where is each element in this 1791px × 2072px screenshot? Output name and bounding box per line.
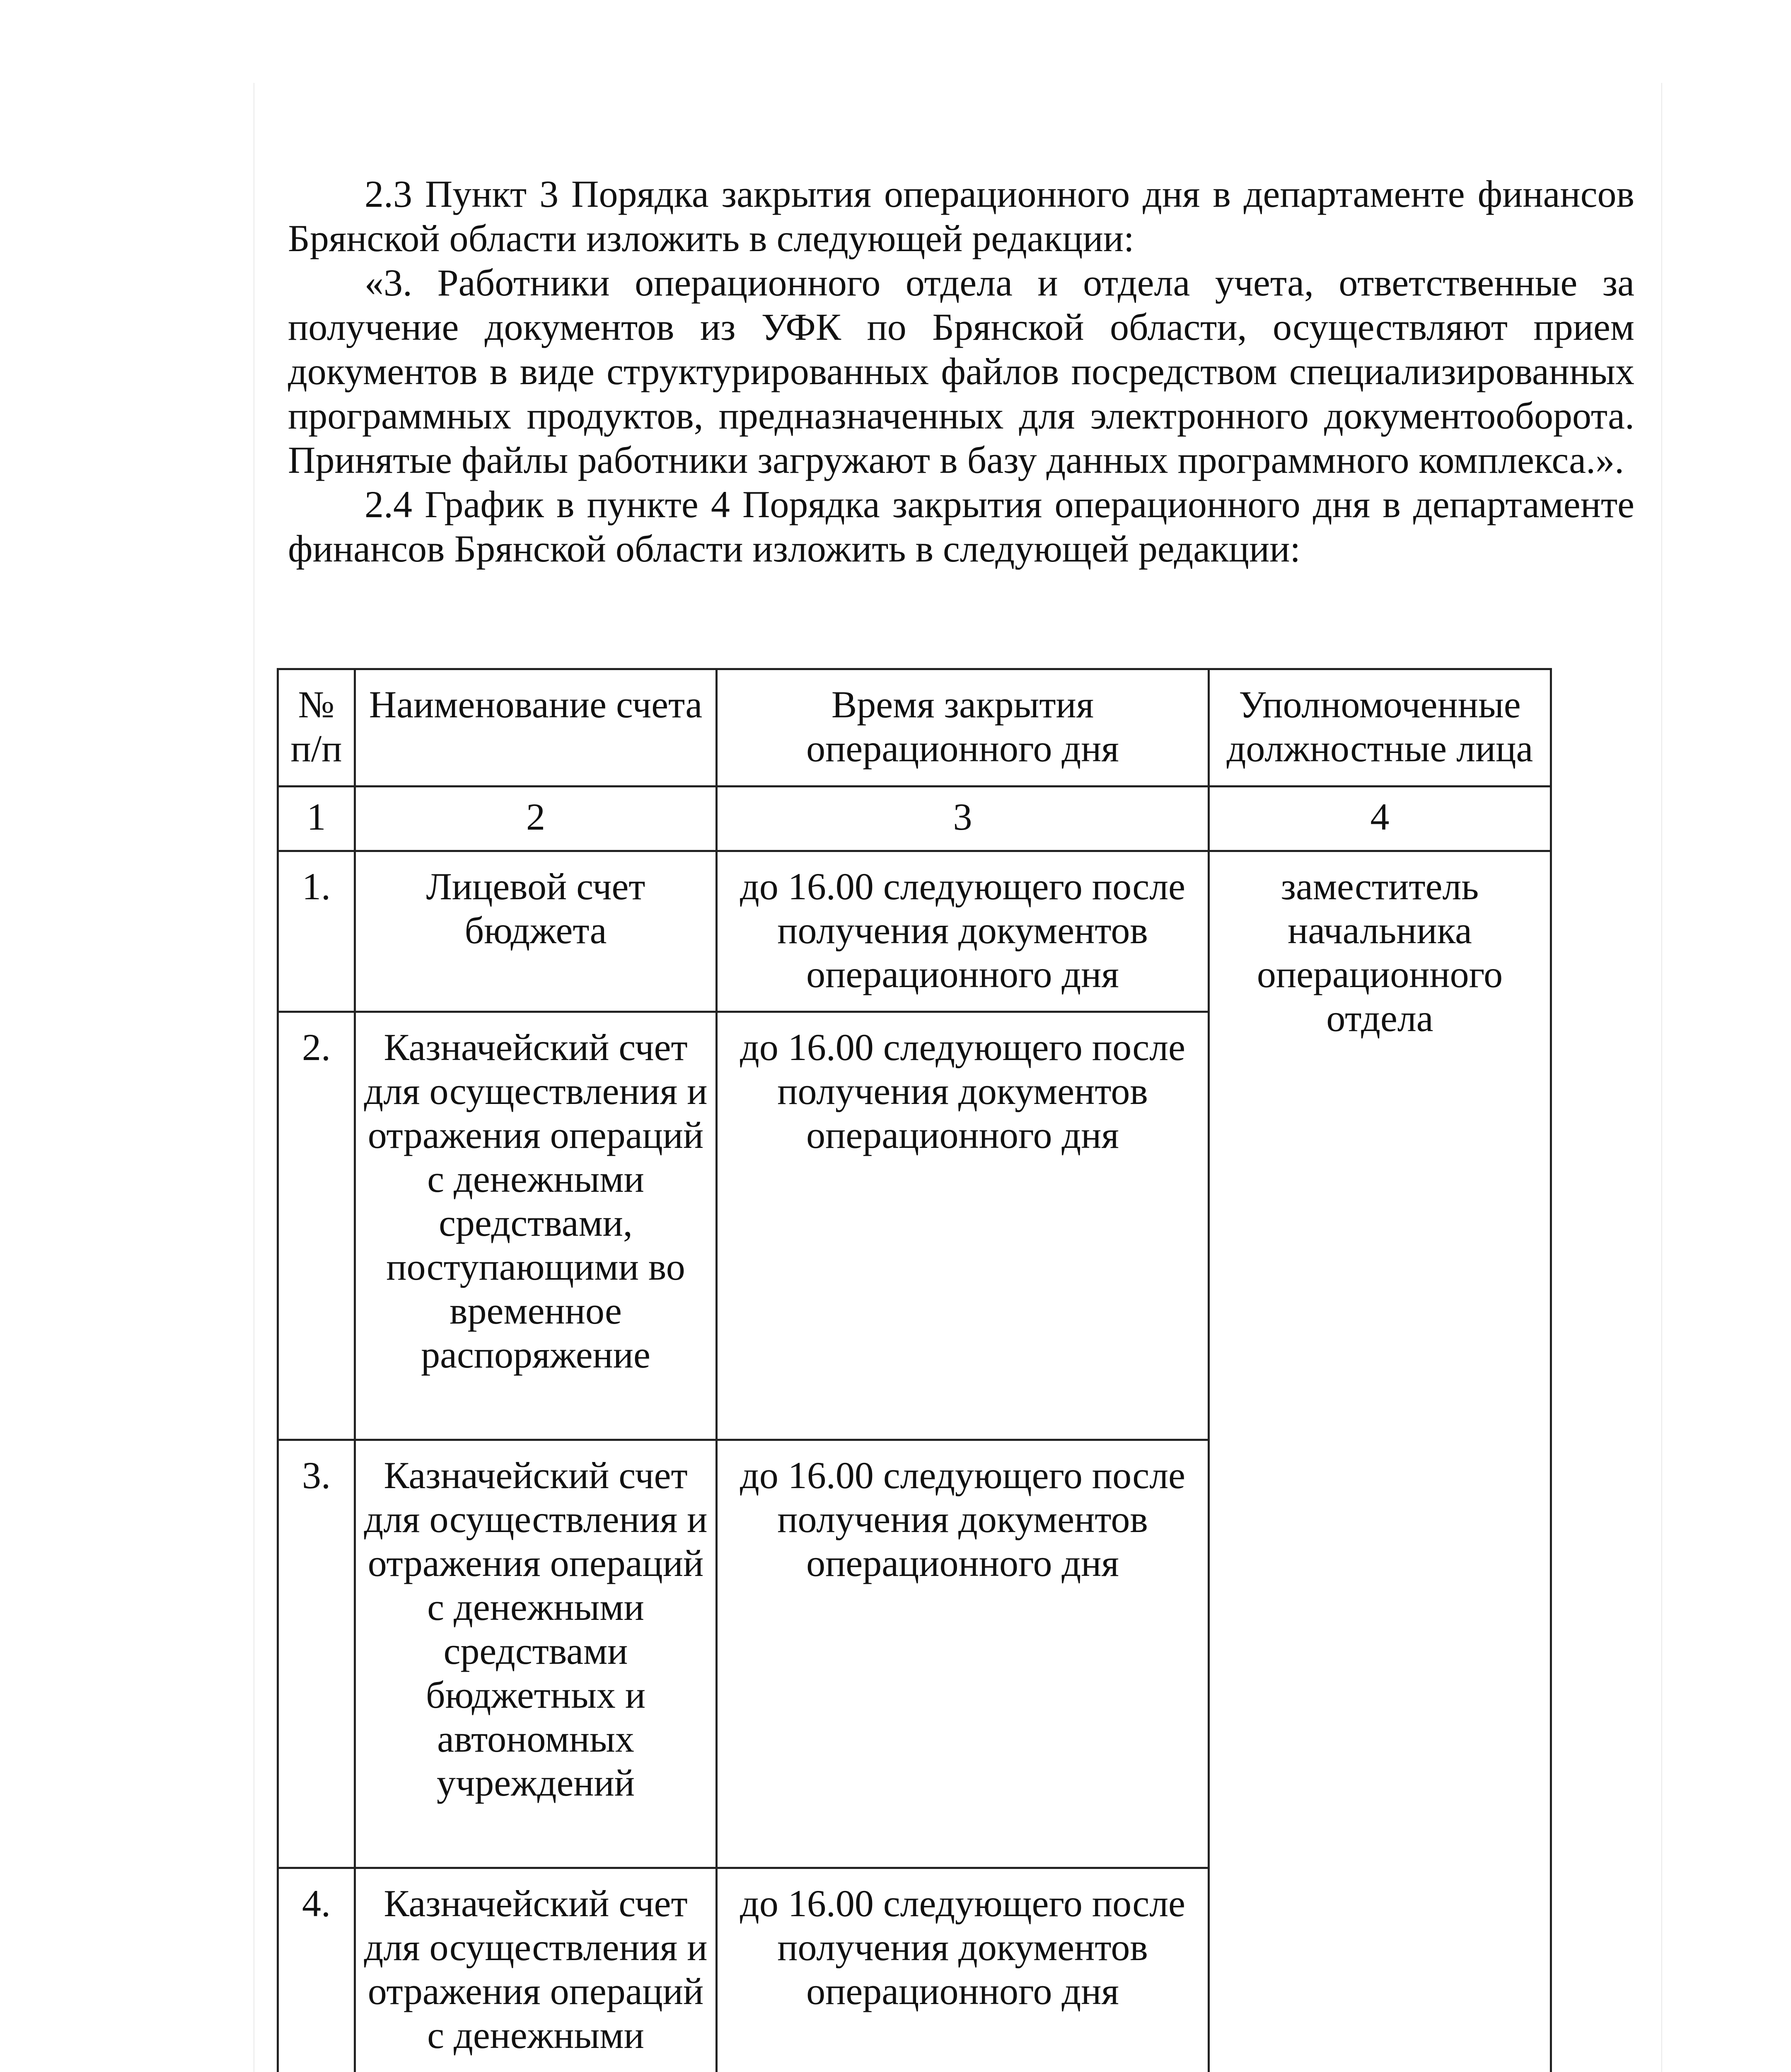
paragraph-quote-3: «3. Работники операционного отдела и отдела учета, ответственные за получение документов из УФК по Брянской области, осуществляют прием документов в виде структурированных файлов посредством специализированных программных продуктов, предназначенных для электронного документооборота. Принятые файлы работники загружают в базу данных программного комплекса.». xyxy=(288,261,1634,481)
row-closing-time: до 16.00 следующего после получения документов операционного дня xyxy=(717,1440,1209,1868)
paragraph-2-3: 2.3 Пункт 3 Порядка закрытия операционного дня в департаменте финансов Брянской области изложить в следующей редакции: xyxy=(288,173,1634,259)
row-number: 1. xyxy=(278,851,355,1012)
table-row xyxy=(278,851,1551,1012)
header-number: № п/п xyxy=(278,669,355,787)
responsible-officer: заместитель начальника операционного отдела xyxy=(1209,851,1551,2072)
header-responsible: Уполномоченные должностные лица xyxy=(1209,669,1551,787)
column-number-4: 4 xyxy=(1209,787,1551,851)
body-text xyxy=(288,172,1634,571)
table-column-numbers-row xyxy=(278,787,1551,851)
row-number: 4. xyxy=(278,1868,355,2072)
schedule-table xyxy=(277,668,1552,2072)
schedule-table-wrap xyxy=(277,668,1552,2072)
column-number-2: 2 xyxy=(355,787,717,851)
column-number-1: 1 xyxy=(278,787,355,851)
column-number-3: 3 xyxy=(717,787,1209,851)
row-account: Казначейский счет для осуществления и отражения операций с денежными средствами бюджетных и автономных учреждений xyxy=(355,1440,717,1868)
scan-edge-right xyxy=(1661,83,1662,2072)
row-number: 3. xyxy=(278,1440,355,1868)
row-account: Лицевой счет бюджета xyxy=(355,851,717,1012)
paragraph-2-4: 2.4 График в пункте 4 Порядка закрытия операционного дня в департаменте финансов Брянской области изложить в следующей редакции: xyxy=(288,483,1634,570)
row-closing-time: до 16.00 следующего после получения документов операционного дня xyxy=(717,851,1209,1012)
header-account-name: Наименование счета xyxy=(355,669,717,787)
row-account: Казначейский счет для осуществления и отражения операций с денежными xyxy=(355,1868,717,2072)
table-header-row xyxy=(278,669,1551,787)
header-closing-time: Время закрытия операционного дня xyxy=(717,669,1209,787)
row-number: 2. xyxy=(278,1012,355,1440)
row-closing-time: до 16.00 следующего после получения документов операционного дня xyxy=(717,1012,1209,1440)
row-closing-time: до 16.00 следующего после получения документов операционного дня xyxy=(717,1868,1209,2072)
row-account: Казначейский счет для осуществления и отражения операций с денежными средствами, поступающими во временное распоряжение xyxy=(355,1012,717,1440)
